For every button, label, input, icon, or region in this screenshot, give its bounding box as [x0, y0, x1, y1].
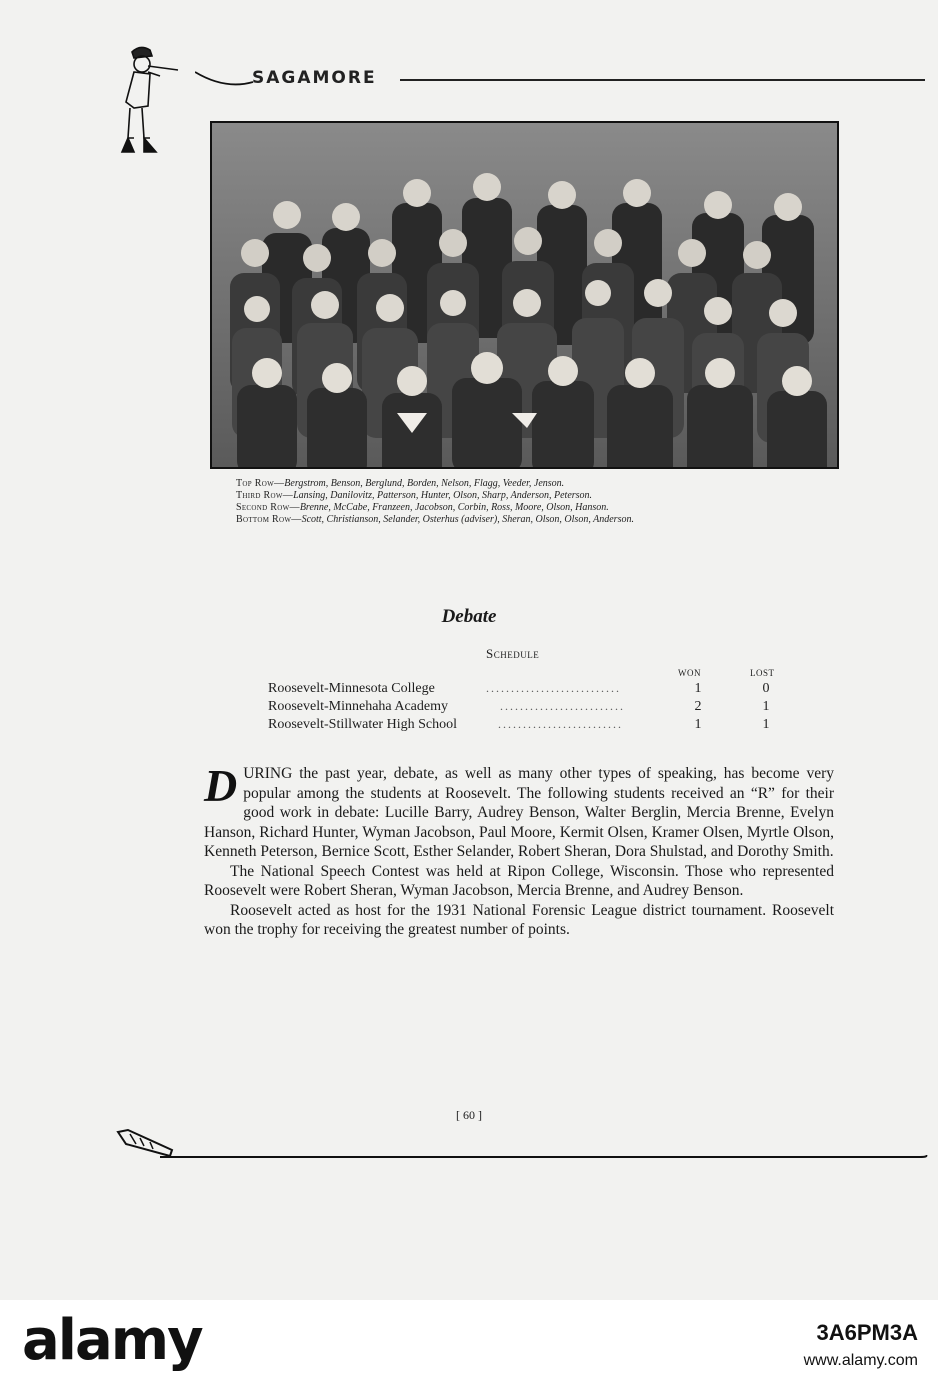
schedule-team: Roosevelt-Minnesota College — [268, 681, 435, 696]
paragraph-text: URING the past year, debate, as well as many other types of speaking, has become very popular among the students at Roosevelt. The following students received an “R” for their good work in debate: Lucille Barry, Audrey Benson, Walter Berglin, Mercia Brenne, Evelyn Hanson, Richard Hunter, Wyman Jacobson, Paul Moore, Kermit Olsen, Kramer Olsen, Myrtle Olson, Kenneth Peterson, Bernice Scott, Esther Selander, Robert Sheran, Dora Shulstad, and Dorothy Smith. — [204, 765, 834, 860]
watermark-logo: alamy — [22, 1308, 202, 1373]
horn-flourish-icon — [195, 70, 255, 90]
article-paragraph: The National Speech Contest was held at Ripon College, Wisconsin. Those who represented Roosevelt were Robert Sheran, Wyman Jacobson, Mercia Brenne, and Audrey Benson. — [204, 862, 834, 899]
caption-row-names: Bergstrom, Benson, Berglund, Borden, Nelson, Flagg, Veeder, Jenson. — [284, 478, 565, 489]
schedule-row — [268, 717, 788, 735]
schedule-lost: 1 — [762, 717, 770, 732]
leader-dots: ........................... — [486, 681, 621, 695]
caption-row-top — [236, 478, 836, 490]
group-photo — [210, 121, 839, 469]
leader-dots: ......................... — [498, 717, 623, 731]
caption-row-names: Scott, Christianson, Selander, Osterhus (adviser), Sheran, Olson, Olson, Anderson. — [301, 514, 634, 525]
schedule-team: Roosevelt-Minnehaha Academy — [268, 699, 449, 714]
article-paragraph — [204, 760, 834, 862]
photo-caption — [236, 478, 836, 526]
schedule-heading: Schedule — [486, 646, 540, 661]
caption-row-label: Second Row— — [236, 502, 300, 513]
watermark-url: www.alamy.com — [803, 1352, 918, 1369]
footer-rule — [160, 1155, 930, 1185]
page-number: [ 60 ] — [456, 1108, 482, 1122]
schedule-won: 1 — [694, 717, 702, 732]
article-paragraph: Roosevelt acted as host for the 1931 National Forensic League district tournament. Roosevelt won the trophy for receiving the greatest number of points. — [204, 901, 834, 938]
caption-row-label: Bottom Row— — [236, 514, 302, 525]
caption-row-names: Lansing, Danilovitz, Patterson, Hunter, Olson, Sharp, Anderson, Peterson. — [293, 490, 593, 501]
schedule-lost: 0 — [762, 681, 770, 696]
schedule-lost: 1 — [762, 699, 770, 714]
header-rule — [400, 79, 925, 81]
watermark-image-id: 3A6PM3A — [816, 1320, 918, 1345]
horn-icon — [116, 1128, 176, 1158]
schedule-lost-header: LOST — [750, 668, 775, 678]
schedule-row — [268, 699, 788, 717]
caption-row-second — [236, 502, 836, 514]
article-body — [204, 760, 834, 940]
caption-row-names: Brenne, McCabe, Franzeen, Jacobson, Corbin, Ross, Moore, Olson, Hanson. — [299, 502, 609, 513]
drop-cap: D — [204, 760, 238, 811]
schedule-won: 1 — [694, 681, 702, 696]
leader-dots: ......................... — [500, 699, 625, 713]
caption-row-third — [236, 490, 836, 502]
schedule-team: Roosevelt-Stillwater High School — [268, 717, 457, 732]
schedule-won-header: WON — [678, 668, 701, 678]
schedule-row — [268, 681, 788, 699]
group-photo-icon — [212, 123, 837, 467]
caption-row-label: Third Row— — [236, 490, 294, 501]
caption-row-bottom — [236, 514, 836, 526]
caption-row-label: Top Row— — [236, 478, 285, 489]
section-title: Debate — [441, 606, 497, 627]
header-title: SAGAMORE — [252, 68, 377, 88]
schedule-won: 2 — [694, 699, 702, 714]
